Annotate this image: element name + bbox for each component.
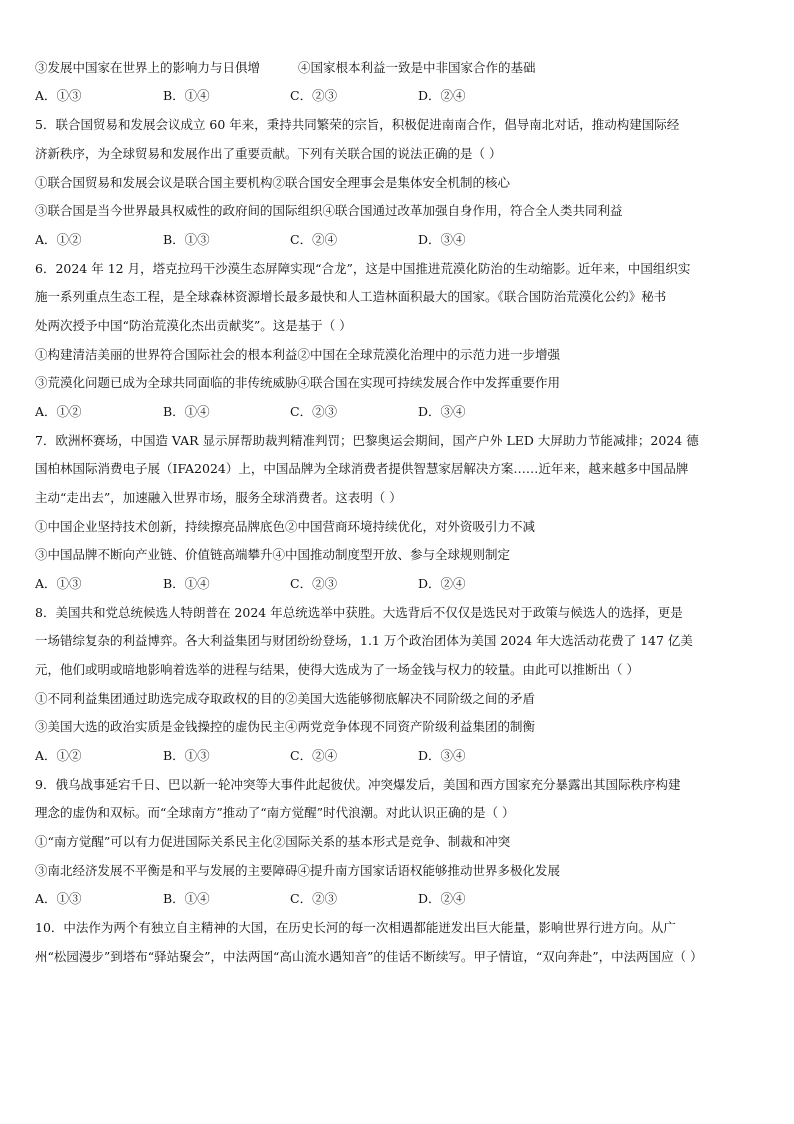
question-9-statement-1-2: ①“南方觉醒”可以有力促进国际关系民主化②国际关系的基本形式是竞争、制裁和冲突 [35,834,511,849]
option-d: D．③④ [418,404,466,419]
question-8-stem-line-2: 一场错综复杂的利益博弈。各大利益集团与财团纷纷登场，1.1 万个政治团体为美国 2024 年大选活动花费了 147 亿美 [35,633,693,648]
question-5-stem-line-1: 5．联合国贸易和发展会议成立 60 年来，秉持共同繁荣的宗旨，积极促进南南合作，倡导南北对话，推动构建国际经 [35,117,680,132]
option-d: D．②④ [418,88,466,103]
option-a: A．①② [35,232,82,247]
option-a: A．①③ [35,891,82,906]
option-d: D．③④ [418,748,466,763]
question-5-options [35,232,735,248]
option-a: A．①② [35,748,82,763]
question-7-options [35,576,735,592]
question-5-statement-3-4: ③联合国是当今世界最具权威性的政府间的国际组织④联合国通过改革加强自身作用，符合全人类共同利益 [35,203,623,218]
option-b: B．①④ [163,576,210,591]
question-8-stem-line-1: 8．美国共和党总统候选人特朗普在 2024 年总统选举中获胜。大选背后不仅仅是选民对于政策与候选人的选择，更是 [35,605,683,620]
options-row [35,88,735,104]
option-c: C．②③ [290,88,338,103]
option-a: A．①③ [35,576,82,591]
option-c: C．②④ [290,232,338,247]
question-5-statement-1-2: ①联合国贸易和发展会议是联合国主要机构②联合国安全理事会是集体安全机制的核心 [35,175,511,190]
question-9-stem-line-2: 理念的虚伪和双标。而“全球南方”推动了“南方觉醒”时代浪潮。对此认识正确的是（ ） [35,805,515,820]
option-c: C．②③ [290,891,338,906]
question-7-stem-line-2: 国柏林国际消费电子展（IFA2024）上，中国品牌为全球消费者提供智慧家居解决方案……近年来，越来越多中国品牌 [35,461,689,476]
option-d: D．②④ [418,891,466,906]
question-9-options [35,891,735,907]
statement-4: ④国家根本利益一致是中非国家合作的基础 [298,60,536,75]
option-b: B．①④ [163,88,210,103]
question-6-stem-line-1: 6．2024 年 12 月，塔克拉玛干沙漠生态屏障实现“合龙”，这是中国推进荒漠化防治的生动缩影。近年来，中国组织实 [35,261,691,276]
statement-3: ③发展中国家在世界上的影响力与日俱增 [35,60,261,75]
question-10-stem-line-1: 10．中法作为两个有独立自主精神的大国，在历史长河的每一次相遇都能迸发出巨大能量，影响世界行进方向。从广 [35,920,676,935]
option-d: D．②④ [418,576,466,591]
option-a: A．①③ [35,88,82,103]
question-7-stem-line-3: 主动“走出去”，加速融入世界市场，服务全球消费者。这表明（ ） [35,490,402,505]
question-9-statement-3-4: ③南北经济发展不平衡是和平与发展的主要障碍④提升南方国家话语权能够推动世界多极化发展 [35,863,561,878]
question-8-options [35,748,735,764]
question-6-stem-line-2: 施一系列重点生态工程，是全球森林资源增长最多最快和人工造林面积最大的国家。《联合国防治荒漠化公约》秘书 [35,289,667,304]
question-7-statement-1-2: ①中国企业坚持技术创新，持续擦亮品牌底色②中国营商环境持续优化，对外资吸引力不减 [35,519,536,534]
question-6-stem-line-3: 处两次授予中国“防治荒漠化杰出贡献奖”。这是基于（ ） [35,318,352,333]
question-8-statement-1-2: ①不同利益集团通过助选完成夺取政权的目的②美国大选能够彻底解决不同阶级之间的矛盾 [35,691,536,706]
question-6-options [35,404,735,420]
option-d: D．③④ [418,232,466,247]
option-b: B．①④ [163,891,210,906]
option-a: A．①② [35,404,82,419]
option-c: C．②④ [290,748,338,763]
question-7-stem-line-1: 7．欧洲杯赛场，中国造 VAR 显示屏帮助裁判精准判罚；巴黎奥运会期间，国产户外 LED 大屏助力节能减排；2024 德 [35,433,699,448]
question-6-statement-3-4: ③荒漠化问题已成为全球共同面临的非传统威胁④联合国在实现可持续发展合作中发挥重要作用 [35,375,561,390]
option-b: B．①③ [163,748,210,763]
question-8-stem-line-3: 元，他们或明或暗地影响着选举的进程与结果，使得大选成为了一场金钱与权力的较量。由此可以推断出（ ） [35,662,639,677]
option-b: B．①③ [163,232,210,247]
question-6-statement-1-2: ①构建清洁美丽的世界符合国际社会的根本利益②中国在全球荒漠化治理中的示范力进一步增强 [35,347,561,362]
question-8-statement-3-4: ③美国大选的政治实质是金钱操控的虚伪民主④两党竞争体现不同资产阶级利益集团的制衡 [35,719,536,734]
option-b: B．①④ [163,404,210,419]
question-10-stem-line-2: 州“松园漫步”到塔布“驿站聚会”，中法两国“高山流水遇知音”的佳话不断续写。甲子情谊，“双向奔赴”，中法两国应（ ） [35,949,703,964]
question-5-stem-line-2: 济新秩序，为全球贸易和发展作出了重要贡献。下列有关联合国的说法正确的是（ ） [35,146,502,161]
question-9-stem-line-1: 9．俄乌战事延宕千日、巴以新一轮冲突等大事件此起彼伏。冲突爆发后，美国和西方国家充分暴露出其国际秩序构建 [35,777,681,792]
option-c: C．②③ [290,576,338,591]
question-7-statement-3-4: ③中国品牌不断向产业链、价值链高端攀升④中国推动制度型开放、参与全球规则制定 [35,547,511,562]
statement-line [35,60,536,76]
option-c: C．②③ [290,404,338,419]
